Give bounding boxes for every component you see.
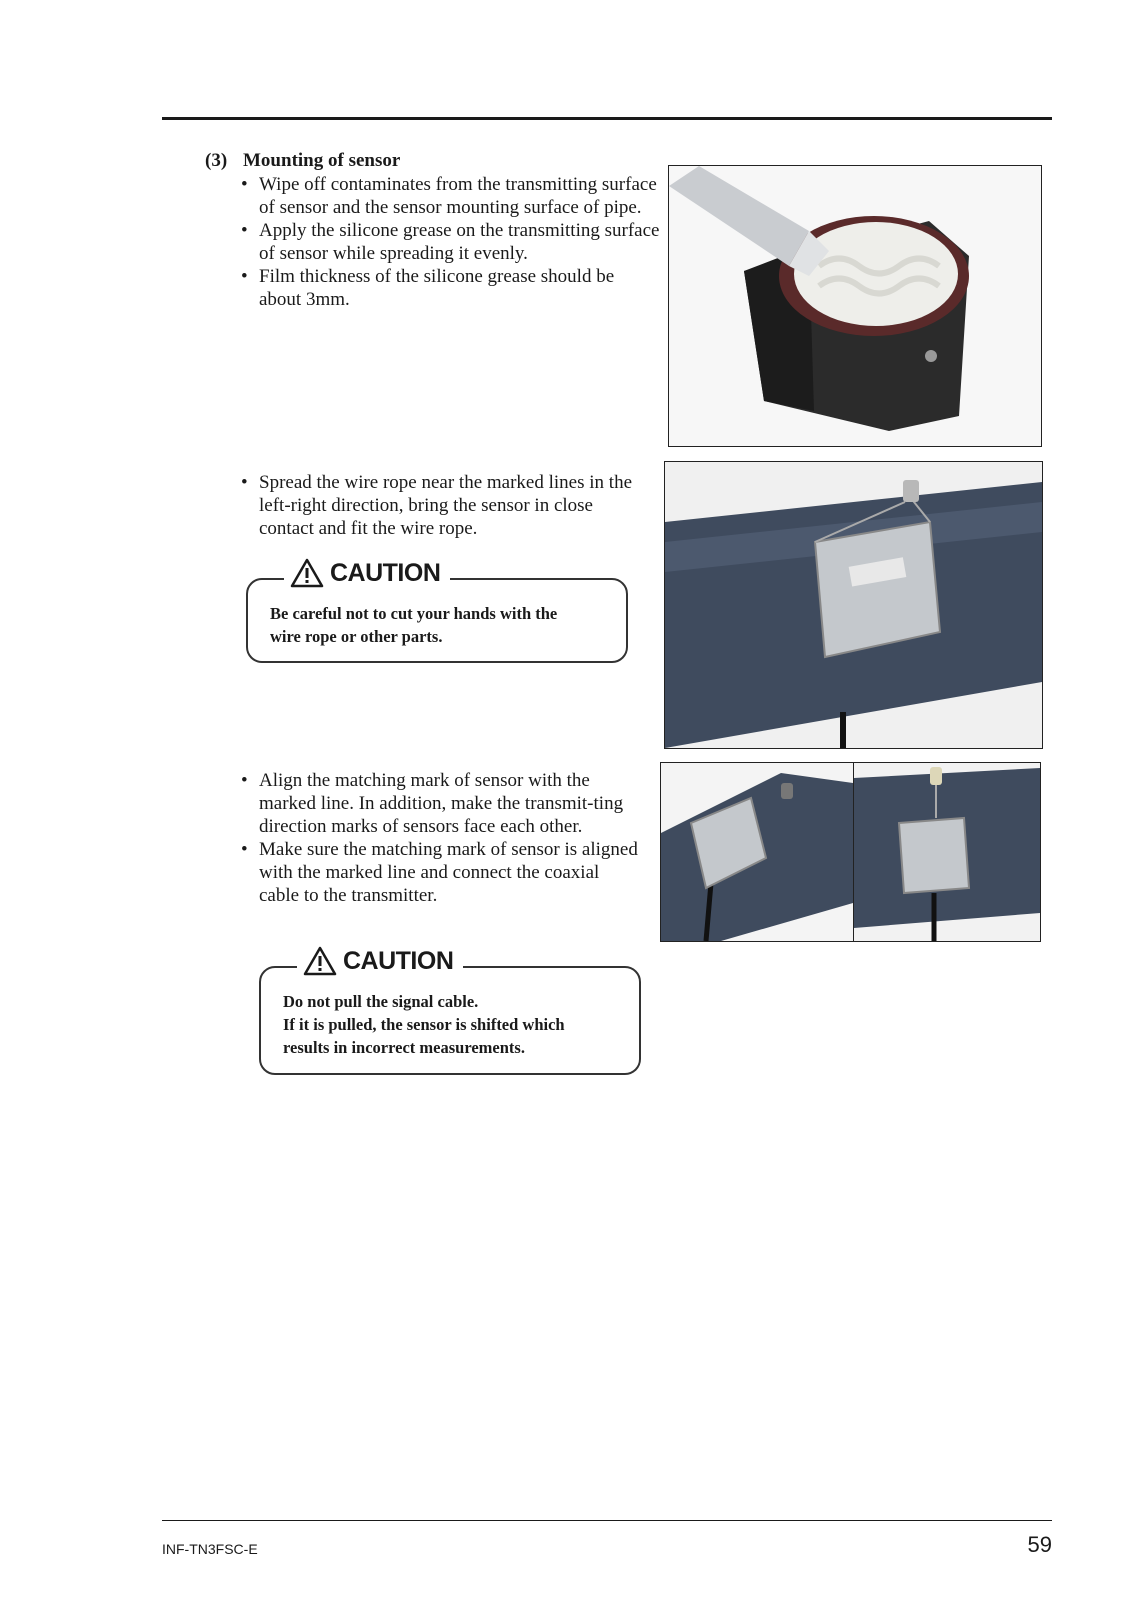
caution-line: Do not pull the signal cable. — [283, 992, 479, 1011]
bullet-list-grease — [241, 173, 661, 311]
section-number: (3) — [205, 150, 228, 171]
caution-title: CAUTION — [330, 558, 441, 587]
caution-text — [283, 990, 565, 1059]
caution-label — [297, 946, 463, 976]
warning-triangle-icon — [290, 558, 324, 588]
section-title: Mounting of sensor — [243, 150, 401, 171]
caution-label — [284, 558, 450, 588]
caution-line: wire rope or other parts. — [270, 627, 443, 646]
warning-triangle-icon — [303, 946, 337, 976]
photo-sensor-front — [853, 762, 1041, 942]
bullet-item: • Film thickness of the silicone grease should be about 3mm. — [241, 265, 661, 311]
caution-title: CAUTION — [343, 946, 454, 975]
footer-rule — [162, 1520, 1052, 1521]
bullet-item: • Make sure the matching mark of sensor is aligned with the marked line and connect the coaxial cable to the transmitter. — [241, 838, 641, 907]
bullet-item: • Align the matching mark of sensor with the marked line. In addition, make the transmit-ting direction marks of sensors face each other. — [241, 769, 641, 838]
bullet-list-wire-rope — [241, 471, 641, 540]
caution-line: results in incorrect measurements. — [283, 1038, 525, 1057]
section-heading — [205, 150, 400, 172]
caution-text — [270, 602, 557, 648]
caution-line: If it is pulled, the sensor is shifted which — [283, 1015, 565, 1034]
header-rule — [162, 117, 1052, 120]
photo-sensor-angled — [660, 762, 854, 942]
page-number: 59 — [1027, 1532, 1052, 1557]
photo-applying-grease — [668, 165, 1042, 447]
document-code: INF-TN3FSC-E — [162, 1541, 258, 1557]
photo-sensor-on-pipe — [664, 461, 1043, 749]
bullet-list-alignment — [241, 769, 641, 907]
bullet-item: • Spread the wire rope near the marked lines in the left-right direction, bring the sensor in close contact and fit the wire rope. — [241, 471, 641, 540]
bullet-item: • Apply the silicone grease on the transmitting surface of sensor while spreading it evenly. — [241, 219, 661, 265]
bullet-item: • Wipe off contaminates from the transmitting surface of sensor and the sensor mounting surface of pipe. — [241, 173, 661, 219]
caution-line: Be careful not to cut your hands with the — [270, 604, 558, 623]
caution-box-wire-rope — [246, 558, 628, 663]
caution-box-signal-cable — [259, 946, 641, 1075]
